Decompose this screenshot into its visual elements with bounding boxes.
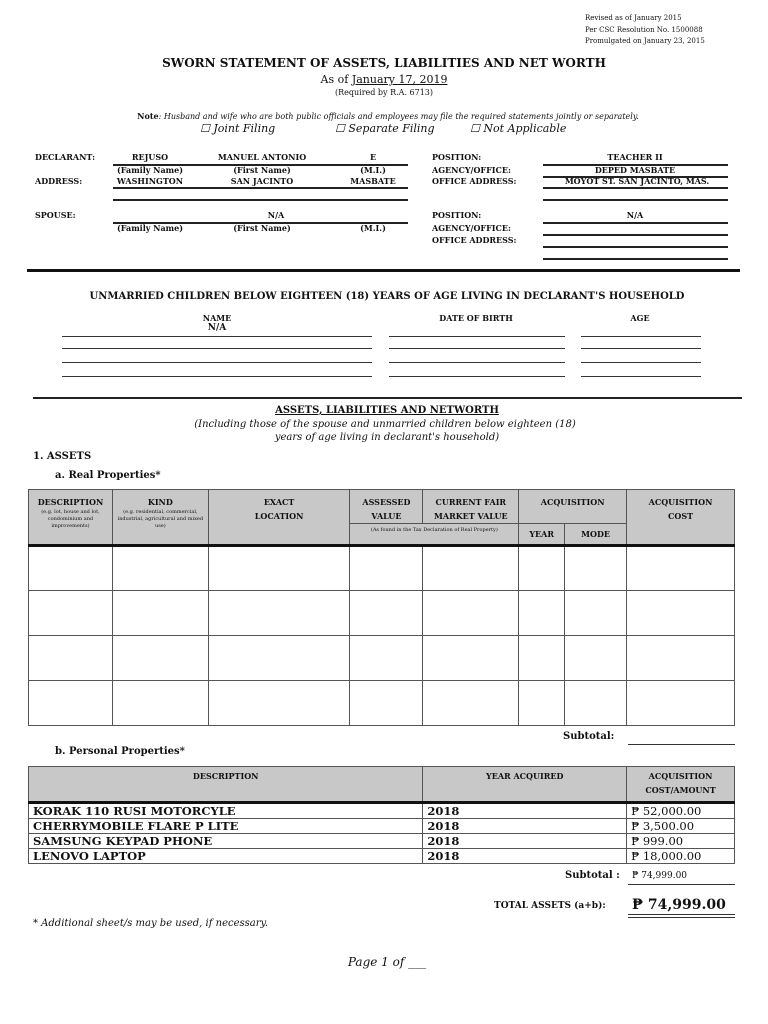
header-cost: COST (667, 511, 694, 521)
office-address-value: MOYOT ST. SAN JACINTO, MAS. (564, 176, 710, 186)
agency-label: AGENCY/OFFICE: (432, 165, 511, 175)
alnw-sub: years of age living in declarant's household) (274, 432, 500, 443)
child-name: N/A (207, 323, 227, 333)
header-assessed: VALUE (371, 511, 402, 521)
caption-mi: (M.I.) (360, 165, 386, 175)
alnw-heading: ASSETS, LIABILITIES AND NETWORTH (275, 405, 499, 416)
revision-line: Per CSC Resolution No. 1500088 (585, 26, 703, 34)
address-part: WASHINGTON (116, 176, 184, 186)
col-name: NAME (202, 313, 232, 323)
spouse-agency-label: AGENCY/OFFICE: (432, 223, 511, 233)
caption-family-name: (Family Name) (116, 223, 184, 233)
total-assets-label: TOTAL ASSETS (a+b): (494, 901, 606, 911)
header-fair-value: CURRENT FAIR (435, 497, 507, 507)
item-description: SAMSUNG KEYPAD PHONE (29, 834, 423, 849)
note-label: Note (137, 111, 159, 121)
total-assets: ₱ 74,999.00 (632, 897, 726, 913)
header-description: DESCRIPTION (29, 767, 423, 803)
table-row (29, 803, 735, 819)
item-description: LENOVO LAPTOP (29, 849, 423, 864)
item-description: KORAK 110 RUSI MOTORCYLE (29, 803, 423, 819)
personal-subtotal: ₱ 74,999.00 (632, 871, 688, 881)
caption-first-name: (First Name) (233, 223, 291, 233)
revision-line: Promulgated on January 23, 2015 (585, 37, 705, 45)
position-label: POSITION: (432, 152, 482, 162)
address-label: ADDRESS: (35, 176, 83, 186)
header-cost: ACQUISITION (648, 771, 713, 781)
table-row (29, 849, 735, 864)
item-year: 2018 (423, 819, 627, 834)
spouse-position: N/A (626, 210, 644, 220)
divider (33, 397, 742, 399)
header-year-acquired: YEAR ACQUIRED (423, 767, 627, 803)
required-by: (Required by R.A. 6713) (334, 88, 434, 97)
header-description: DESCRIPTION (37, 497, 104, 507)
note (137, 111, 639, 121)
header-tax-note: (As found in the Tax Declaration of Real Property) (370, 527, 498, 533)
spouse-office-address-label: OFFICE ADDRESS: (432, 235, 517, 245)
header-sub: (e.g. lot, house and lot, condominium and improvements) (41, 509, 100, 529)
document-title: SWORN STATEMENT OF ASSETS, LIABILITIES AND NET WORTH (162, 56, 606, 70)
header-acquisition: ACQUISITION (519, 490, 627, 524)
header-assessed: ASSESSED (362, 497, 411, 507)
table-row (29, 834, 735, 849)
real-properties-table (28, 489, 735, 726)
agency-value: DEPED MASBATE (594, 165, 676, 175)
assets-label: 1. ASSETS (33, 451, 92, 462)
position-value: TEACHER II (607, 152, 663, 162)
personal-properties-label: b. Personal Properties* (55, 746, 185, 757)
header-location: EXACT (263, 497, 295, 507)
label: Not Applicable (483, 122, 567, 135)
as-of (321, 73, 448, 86)
separate-filing-checkbox[interactable]: ☐ Separate Filing (335, 122, 435, 135)
as-of-label: As of (320, 73, 349, 86)
alnw-sub: (Including those of the spouse and unmarried children below eighteen (18) (194, 419, 576, 430)
not-applicable-checkbox[interactable]: ☐ Not Applicable (470, 122, 567, 135)
header-year: YEAR (519, 524, 565, 546)
office-address-label: OFFICE ADDRESS: (432, 176, 517, 186)
item-year: 2018 (423, 803, 627, 819)
item-year: 2018 (423, 834, 627, 849)
additional-sheet-note: * Additional sheet/s may be used, if necessary. (33, 918, 269, 929)
declarant-label: DECLARANT: (35, 152, 96, 162)
declarant-mi: E (369, 152, 377, 162)
declarant-first-name: MANUEL ANTONIO (217, 152, 307, 162)
caption-family-name: (Family Name) (116, 165, 184, 175)
spouse-position-label: POSITION: (432, 210, 482, 220)
table-row (29, 591, 735, 636)
real-subtotal-label: Subtotal: (563, 731, 615, 742)
revision-line: Revised as of January 2015 (585, 14, 682, 22)
address-part: MASBATE (350, 176, 396, 186)
real-properties-label: a. Real Properties* (55, 470, 161, 481)
children-heading: UNMARRIED CHILDREN BELOW EIGHTEEN (18) YEARS OF AGE LIVING IN DECLARANT'S HOUSEHOLD (89, 291, 685, 302)
item-cost: ₱ 3,500.00 (627, 819, 735, 834)
label: Joint Filing (213, 122, 276, 135)
table-row (29, 546, 735, 591)
address-part: SAN JACINTO (230, 176, 294, 186)
item-year: 2018 (423, 849, 627, 864)
header-mode: MODE (565, 524, 627, 546)
header-kind: KIND (147, 497, 173, 507)
divider (27, 269, 740, 272)
table-row (29, 819, 735, 834)
header-cost: COST/AMOUNT (645, 785, 716, 795)
spouse-label: SPOUSE: (35, 210, 76, 220)
table-row (29, 681, 735, 726)
header-location: LOCATION (254, 511, 304, 521)
col-age: AGE (630, 313, 650, 323)
declarant-family-name: REJUSO (131, 152, 169, 162)
page-number: Page 1 of ___ (347, 955, 427, 969)
header-fair-value: MARKET VALUE (434, 511, 508, 521)
item-cost: ₱ 52,000.00 (627, 803, 735, 819)
header-cost: ACQUISITION (648, 497, 713, 507)
item-cost: ₱ 999.00 (627, 834, 735, 849)
spouse-name: N/A (267, 210, 285, 220)
caption-first-name: (First Name) (233, 165, 291, 175)
note-text: : Husband and wife who are both public officials and employees may file the required statements jointly or separately. (158, 112, 639, 121)
header-sub: (e.g. residential, commercial, industrial, agricultural and mixed use) (117, 509, 204, 529)
caption-mi: (M.I.) (360, 223, 386, 233)
item-cost: ₱ 18,000.00 (627, 849, 735, 864)
as-of-date: January 17, 2019 (351, 73, 448, 86)
joint-filing-checkbox[interactable]: ☐ Joint Filing (200, 122, 276, 135)
label: Separate Filing (348, 122, 435, 135)
item-description: CHERRYMOBILE FLARE P LITE (29, 819, 423, 834)
personal-properties-table (28, 766, 735, 864)
table-row (29, 636, 735, 681)
col-dob: DATE OF BIRTH (439, 313, 513, 323)
personal-subtotal-label: Subtotal : (565, 870, 620, 881)
